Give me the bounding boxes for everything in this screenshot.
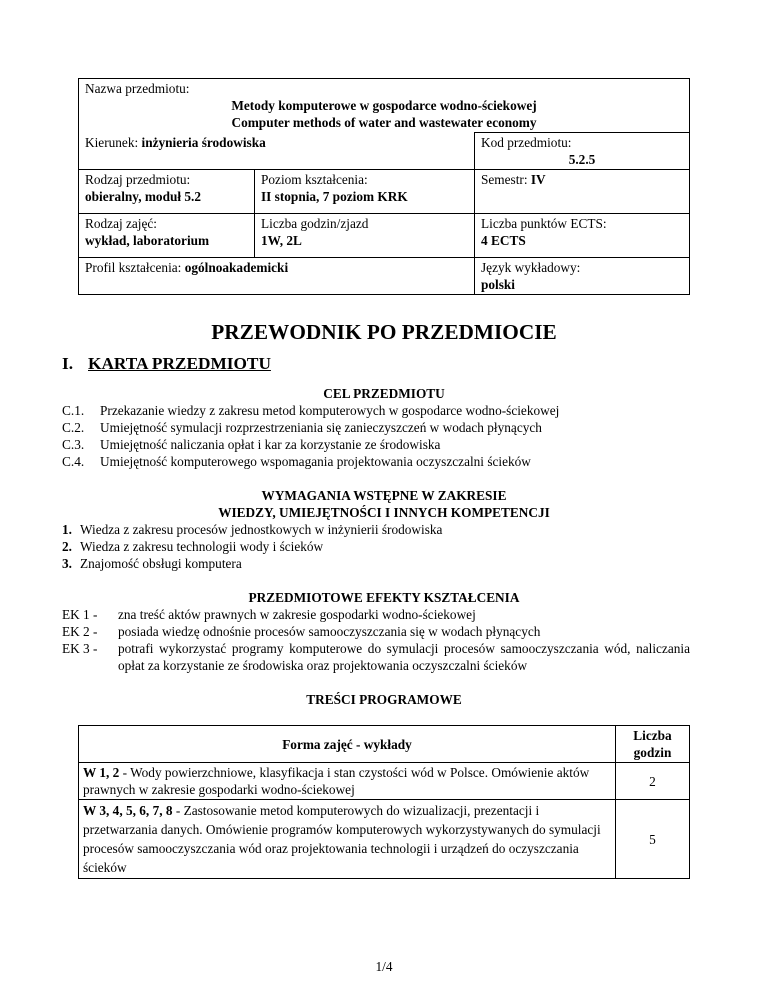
kod-value: 5.2.5: [568, 152, 596, 167]
list-item-text: Umiejętność komputerowego wspomagania projektowania oczyszczalni ścieków: [100, 454, 531, 469]
list-item-label: 1.: [62, 522, 72, 537]
cel-title: CEL PRZEDMIOTU: [323, 386, 445, 401]
kod-cell: [475, 133, 690, 170]
wymagania-title-line2: WIEDZY, UMIEJĘTNOŚCI I INNYCH KOMPETENCJI: [218, 505, 550, 520]
list-item: [62, 402, 690, 419]
list-item-text: Przekazanie wiedzy z zakresu metod komputerowych w gospodarce wodno-ściekowej: [100, 403, 560, 418]
ects-label: Liczba punktów ECTS:: [481, 216, 607, 231]
cel-list: [62, 402, 690, 470]
page: [62, 78, 690, 879]
course-name-label: Nazwa przedmiotu:: [85, 81, 190, 96]
table-row: [79, 763, 690, 800]
list-item: [62, 606, 690, 623]
list-item-text: zna treść aktów prawnych w zakresie gospodarki wodno-ściekowej: [118, 607, 476, 622]
semestr-cell: [475, 170, 690, 214]
list-item-text: Wiedza z zakresu procesów jednostkowych w inżynierii środowiska: [80, 522, 443, 537]
profil-cell: [79, 258, 475, 295]
liczba-godzin-label: Liczba godzin/zjazd: [261, 216, 369, 231]
list-item: [62, 538, 690, 555]
list-item-text: potrafi wykorzystać programy komputerowe do symulacji procesów samooczyszczania wód, naliczania opłat za korzystanie ze środowiska oraz projektowania oczyszczalni ścieków: [118, 641, 690, 673]
profil-label: Profil kształcenia:: [85, 260, 185, 275]
kierunek-label: Kierunek:: [85, 134, 142, 150]
ects-cell: [475, 214, 690, 258]
row-content: [79, 763, 616, 800]
poziom-label: Poziom kształcenia:: [261, 172, 368, 187]
list-item-label: C.1.: [62, 403, 85, 418]
header-forma: Forma zajęć - wykłady: [79, 726, 616, 763]
section-heading: [62, 353, 674, 375]
table-header-row: [79, 726, 690, 763]
header-liczba: Liczba godzin: [616, 726, 690, 763]
ects-value: 4 ECTS: [481, 233, 526, 248]
list-item: [62, 436, 690, 453]
row-code: W 3, 4, 5, 6, 7, 8: [83, 803, 173, 818]
list-item-text: posiada wiedzę odnośnie procesów samooczyszczania się w wodach płynących: [118, 624, 541, 639]
list-item-text: Znajomość obsługi komputera: [80, 556, 242, 571]
liczba-godzin-cell: [255, 214, 475, 258]
list-item-label: C.4.: [62, 454, 85, 469]
poziom-cell: [255, 170, 475, 214]
kierunek-cell: [79, 133, 475, 170]
jezyk-label: Język wykładowy:: [481, 260, 581, 275]
row-hours: 2: [616, 763, 690, 800]
course-name-cell: [79, 79, 690, 133]
row-text: - Wody powierzchniowe, klasyfikacja i stan czystości wód w Polsce. Omówienie aktów prawnych w zakresie gospodarki wodno-ściekowej: [83, 765, 590, 797]
liczba-godzin-value: 1W, 2L: [261, 233, 302, 248]
section-number: I.: [62, 354, 74, 373]
list-item-label: 3.: [62, 556, 72, 571]
table-row: [79, 800, 690, 879]
profil-value: ogólnoakademicki: [184, 260, 289, 275]
wymagania-list: [62, 521, 690, 572]
rodzaj-przedmiotu-label: Rodzaj przedmiotu:: [85, 172, 191, 187]
lecture-table: [78, 725, 690, 879]
course-name-en: Computer methods of water and wastewater economy: [231, 115, 537, 130]
jezyk-value: polski: [481, 277, 516, 292]
list-item: [62, 555, 690, 572]
list-item-label: EK 1 -: [62, 607, 98, 622]
rodzaj-przedmiotu-value: obieralny, moduł 5.2: [85, 189, 201, 204]
list-item-label: EK 3 -: [62, 641, 98, 656]
list-item: [62, 419, 690, 436]
list-item-text: Umiejętność symulacji rozprzestrzeniania się zanieczyszczeń w wodach płynących: [100, 420, 542, 435]
semestr-label: Semestr:: [481, 172, 531, 187]
rodzaj-zajec-cell: [79, 214, 255, 258]
rodzaj-zajec-value: wykład, laboratorium: [85, 233, 210, 248]
rodzaj-zajec-label: Rodzaj zajęć:: [85, 216, 157, 231]
row-code: W 1, 2: [83, 765, 120, 780]
list-item-text: Wiedza z zakresu technologii wody i ścieków: [80, 539, 324, 554]
course-info-table: [78, 78, 690, 295]
kod-label: Kod przedmiotu:: [481, 135, 572, 150]
list-item: [62, 521, 690, 538]
list-item-label: C.3.: [62, 437, 85, 452]
list-item-text: Umiejętność naliczania opłat i kar za korzystanie ze środowiska: [100, 437, 441, 452]
course-name-pl: Metody komputerowe w gospodarce wodno-ściekowej: [231, 98, 537, 113]
main-title: PRZEWODNIK PO PRZEDMIOCIE: [211, 320, 557, 344]
rodzaj-przedmiotu-cell: [79, 170, 255, 214]
page-number: 1/4: [375, 959, 393, 974]
list-item: [62, 640, 690, 674]
semestr-value: IV: [530, 172, 546, 187]
efekty-title: PRZEDMIOTOWE EFEKTY KSZTAŁCENIA: [248, 590, 520, 605]
kierunek-value: inżynieria środowiska: [141, 134, 266, 150]
list-item-label: EK 2 -: [62, 624, 98, 639]
wymagania-title-line1: WYMAGANIA WSTĘPNE W ZAKRESIE: [261, 488, 507, 503]
poziom-value: II stopnia, 7 poziom KRK: [261, 189, 408, 204]
list-item-label: 2.: [62, 539, 72, 554]
list-item: [62, 453, 690, 470]
tresci-title: TREŚCI PROGRAMOWE: [306, 692, 462, 707]
list-item: [62, 623, 690, 640]
section-title: KARTA PRZEDMIOTU: [88, 354, 271, 373]
list-item-label: C.2.: [62, 420, 85, 435]
row-hours: 5: [616, 800, 690, 879]
jezyk-cell: [475, 258, 690, 295]
row-text: - Zastosowanie metod komputerowych do wizualizacji, prezentacji i przetwarzania danych. Omówienie programów komputerowych wykorzystywanych do symulacji procesów samooczyszczania wód oraz projektowania technologii i urządzeń do oczyszczania ścieków: [83, 803, 601, 875]
row-content: [79, 800, 616, 879]
efekty-list: [62, 606, 690, 674]
